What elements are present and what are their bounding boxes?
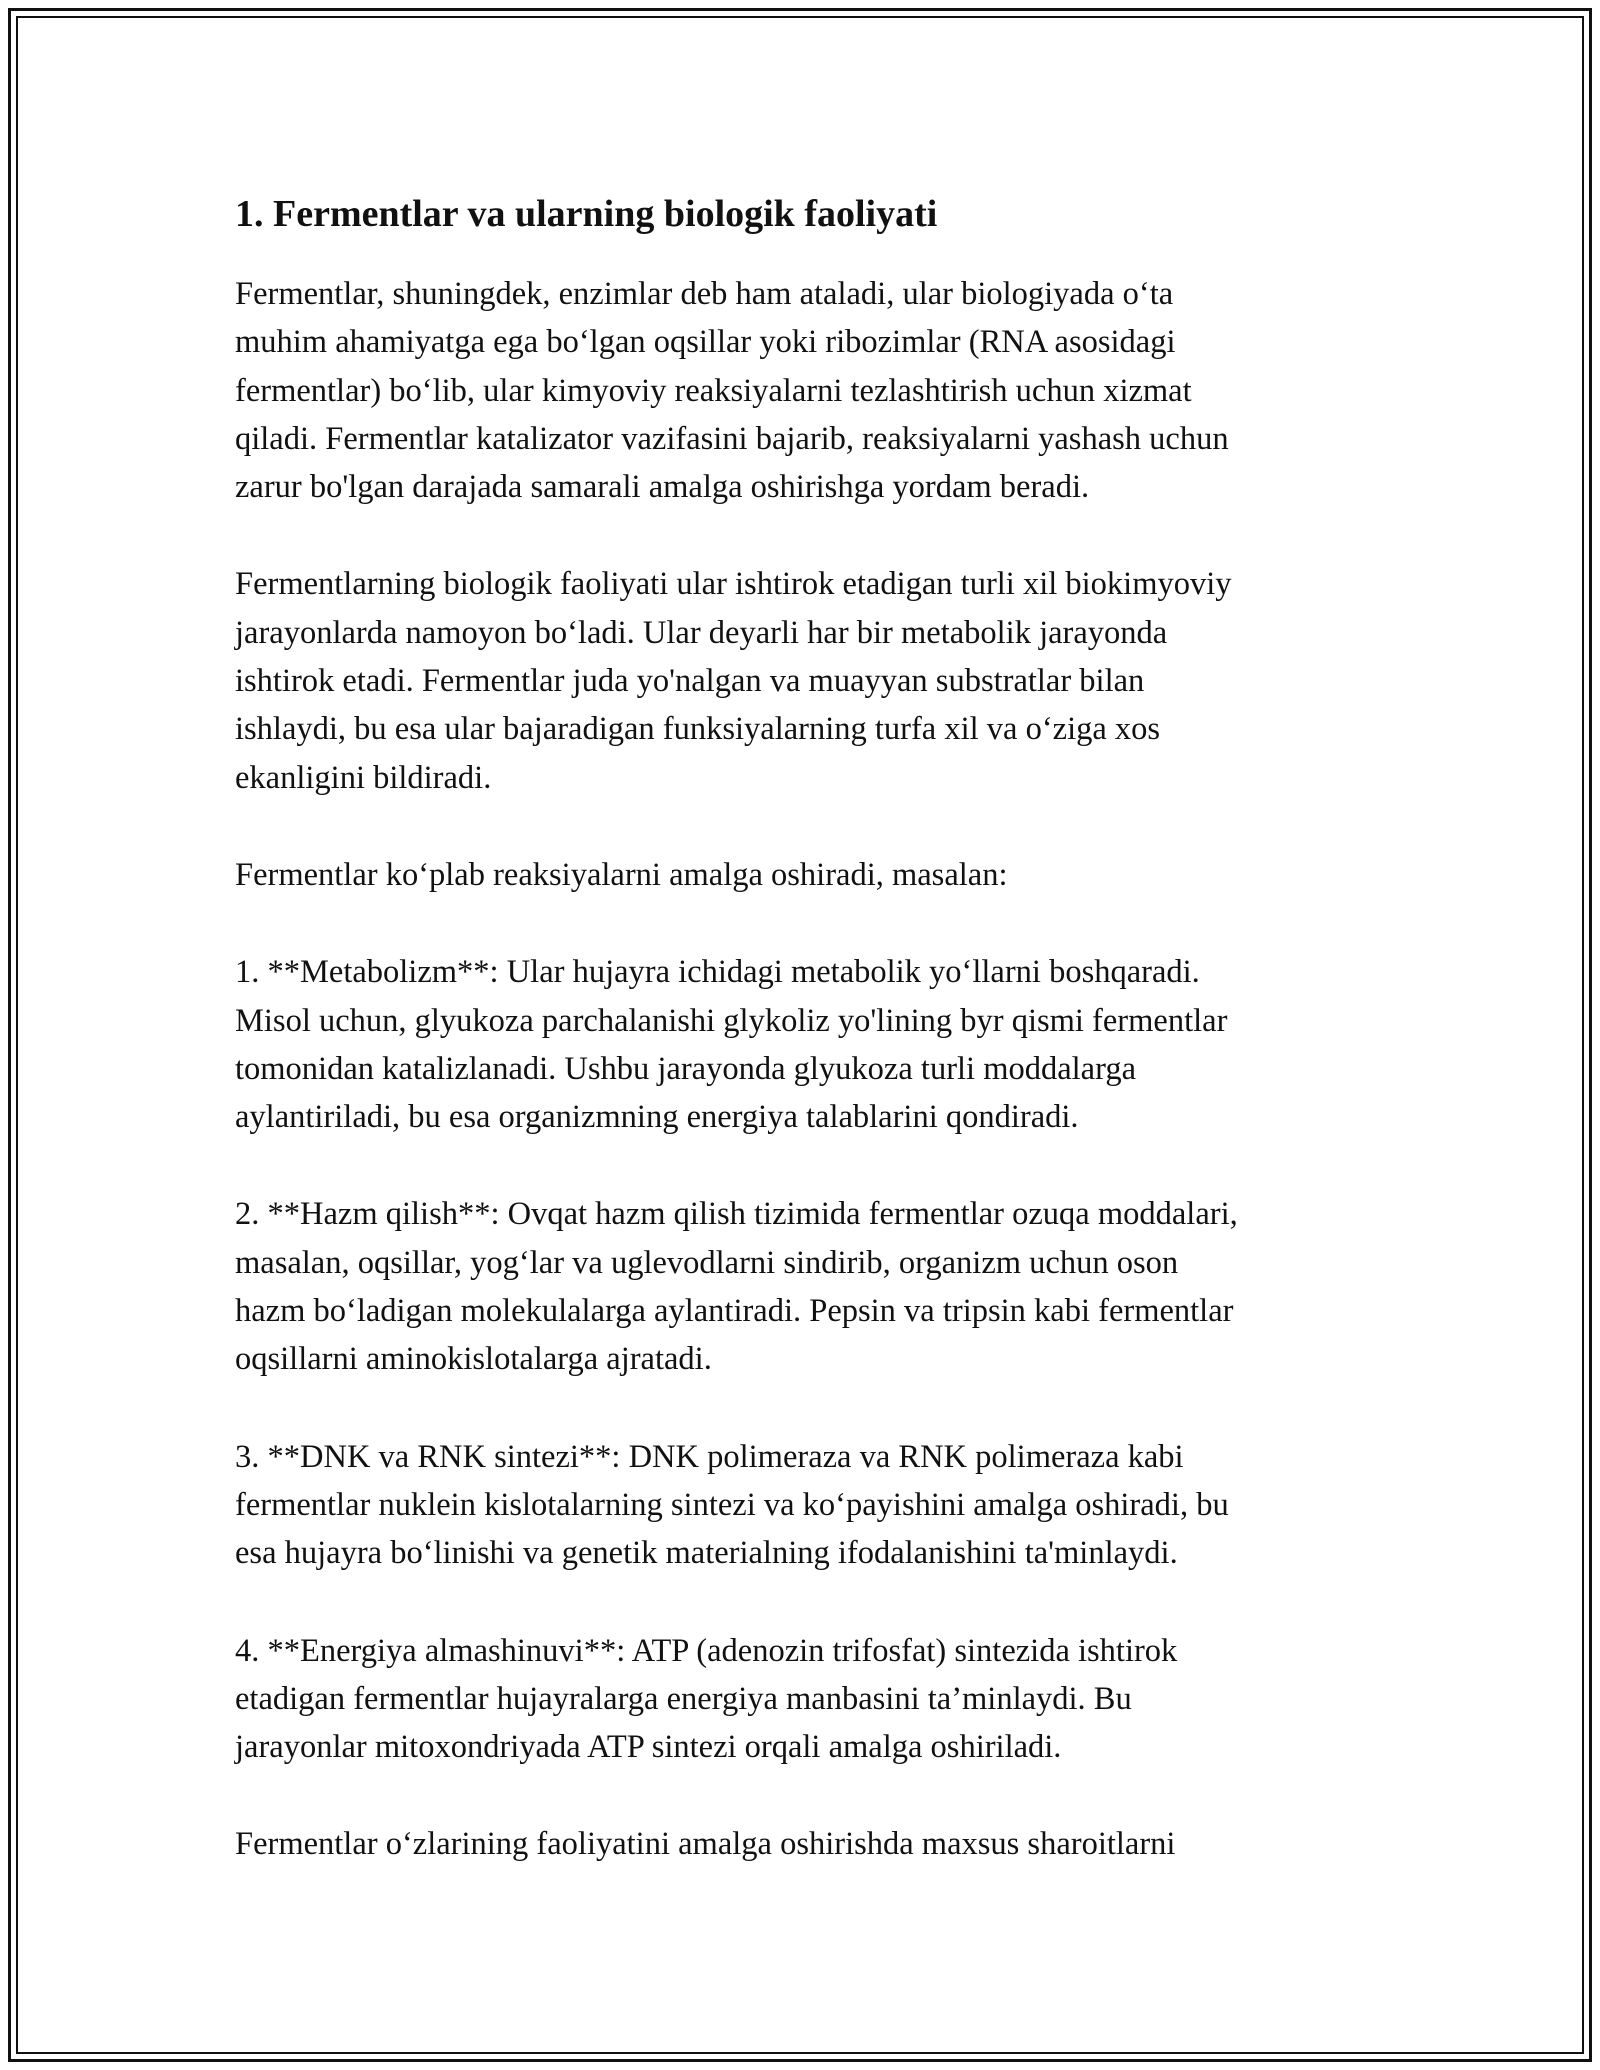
section-heading: 1. Fermentlar va ularning biologik faoliyati [235, 193, 938, 235]
paragraph-biological-activity: Fermentlarning biologik faoliyati ular ishtirok etadigan turli xil biokimyoviy jarayonlarda namoyon bo‘ladi. Ular deyarli har bir metabolik jarayonda ishtirok etadi. Fermentlar juda yo'nalgan va muayyan substratlar bilan ishlaydi, bu esa ular bajaradigan funksiyalarning turfa xil va o‘ziga xos ekanligini bildiradi. [235, 566, 1232, 796]
paragraph-intro: Fermentlar, shuningdek, enzimlar deb ham ataladi, ular biologiyada o‘ta muhim ahamiyatga ega bo‘lgan oqsillar yoki ribozimlar (RNA asosidagi fermentlar) bo‘lib, ular kimyoviy reaksiyalarni tezlashtirish uchun xizmat qiladi. Fermentlar katalizator vazifasini bajarib, reaksiyalarni yashash uchun zarur bo'lgan darajada samarali amalga oshirishga yordam beradi. [235, 276, 1229, 506]
list-item-energy-exchange: 4. **Energiya almashinuvi**: ATP (adenozin trifosfat) sintezida ishtirok etadigan fermentlar hujayralarga energiya manbasini ta’minlaydi. Bu jarayonlar mitoxondriyada ATP sintezi orqali amalga oshiriladi. [235, 1632, 1178, 1766]
list-item-metabolism: 1. **Metabolizm**: Ular hujayra ichidagi metabolik yo‘llarni boshqaradi. Misol uchun, glyukoza parchalanishi glykoliz yo'lining byr qismi fermentlar tomonidan katalizlanadi. Ushbu jarayonda glyukoza turli moddalarga aylantiriladi, bu esa organizmning energiya talablarini qondiradi. [235, 954, 1228, 1136]
paragraph-closing-fragment: Fermentlar o‘zlarining faoliyatini amalga oshirishda maxsus sharoitlarni [235, 1826, 1176, 1863]
paragraph-reactions-lead: Fermentlar ko‘plab reaksiyalarni amalga oshiradi, masalan: [235, 856, 1008, 893]
document-body [235, 186, 1375, 1918]
list-item-digestion: 2. **Hazm qilish**: Ovqat hazm qilish tizimida fermentlar ozuqa moddalari, masalan, oqsillar, yog‘lar va uglevodlarni sindirib, organizm uchun oson hazm bo‘ladigan molekulalarga aylantiradi. Pepsin va tripsin kabi fermentlar oqsillarni aminokislotalarga ajratadi. [235, 1196, 1238, 1378]
list-item-dna-rna-synthesis: 3. **DNK va RNK sintezi**: DNK polimeraza va RNK polimeraza kabi fermentlar nuklein kislotalarning sintezi va ko‘payishini amalga oshiradi, bu esa hujayra bo‘linishi va genetik materialning ifodalanishini ta'minlaydi. [235, 1438, 1229, 1572]
